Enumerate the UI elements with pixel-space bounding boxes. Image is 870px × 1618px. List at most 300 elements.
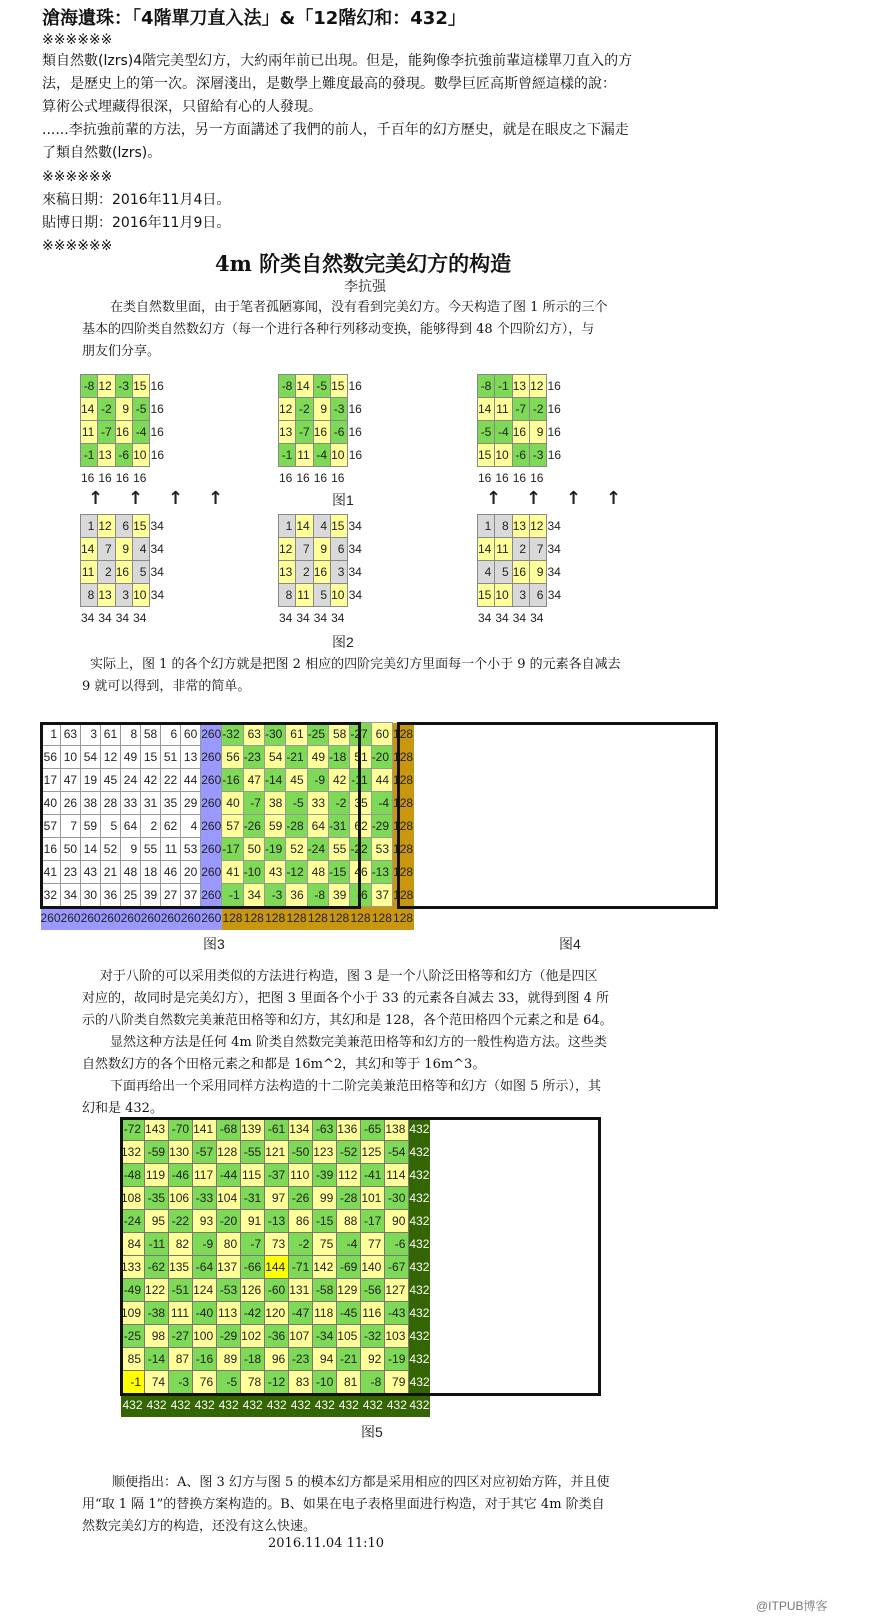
figure-note-line: 实际上，图 1 的各个幻方就是把图 2 相应的四阶完美幻方里面每一个小于 9 的元素各自减去 (90, 657, 621, 672)
fig4-column-sum: 128 (393, 907, 414, 930)
fig3-cell: 35 (161, 792, 181, 815)
fig4-cell: -9 (307, 769, 328, 792)
fig4-cell: -23 (243, 746, 264, 769)
fig5-cell: -69 (337, 1256, 361, 1279)
fig5-cell: 139 (241, 1118, 265, 1141)
section-intro-line: 在类自然数里面，由于笔者孤陋寡闻，没有看到完美幻方。今天构造了图 1 所示的三个 (110, 300, 608, 315)
section-title: 4m 阶类自然数完美幻方的构造 (215, 251, 512, 276)
fig5-cell: -43 (385, 1302, 409, 1325)
table-cell: 7 (296, 538, 313, 561)
fig5-cell: -60 (265, 1279, 289, 1302)
fig5-cell: -39 (313, 1164, 337, 1187)
separator-stars: ※※※※※※ (42, 238, 113, 254)
column-sum-row (478, 607, 562, 630)
table-row (121, 1256, 430, 1279)
fig4-row-sum: 128 (393, 861, 414, 884)
fig5-cell: -36 (265, 1325, 289, 1348)
section-intro (82, 297, 608, 363)
fig3-cell: 31 (141, 792, 161, 815)
fig3-cell: 9 (121, 838, 141, 861)
fig3-cell: 26 (61, 792, 81, 815)
watermark: @ITPUB博客 (756, 1599, 828, 1613)
fig5-cell: -65 (361, 1118, 385, 1141)
fig3-cell: 37 (181, 884, 201, 907)
table-cell: -3 (115, 375, 132, 398)
table-row (41, 884, 414, 907)
table-cell: 16 (115, 561, 132, 584)
table-cell: 14 (81, 538, 98, 561)
fig3-cell: 23 (61, 861, 81, 884)
table-cell: 14 (296, 515, 313, 538)
fig4-column-sum: 128 (371, 907, 392, 930)
figure-5-caption: 图5 (361, 1424, 383, 1440)
table-cell: 12 (98, 515, 115, 538)
column-sum: 16 (495, 467, 512, 490)
intro-line: 了類自然數(lzrs)。 (42, 145, 162, 161)
up-arrow-icon: ↑ (88, 488, 104, 509)
table-cell: 15 (478, 444, 495, 467)
table-cell: 1 (81, 515, 98, 538)
column-sum-row (81, 467, 165, 490)
fig5-column-sum: 432 (385, 1394, 409, 1417)
fig3-cell: 28 (101, 792, 121, 815)
fig5-cell: -29 (217, 1325, 241, 1348)
fig5-cell: 133 (121, 1256, 145, 1279)
fig4-cell: 61 (286, 723, 307, 746)
fig4-cell: 50 (243, 838, 264, 861)
column-sum: 16 (313, 467, 330, 490)
spacer-cell (348, 467, 362, 490)
fig4-column-sum: 128 (222, 907, 243, 930)
table-cell: 11 (495, 538, 512, 561)
fig5-cell: -16 (193, 1348, 217, 1371)
fig5-cell: 103 (385, 1325, 409, 1348)
fig3-cell: 22 (161, 769, 181, 792)
fig5-column-sum: 432 (265, 1394, 289, 1417)
table-cell: 9 (313, 538, 330, 561)
table-row (279, 444, 363, 467)
fig5-cell: 105 (337, 1325, 361, 1348)
fig4-cell: -8 (307, 884, 328, 907)
table-row (478, 375, 562, 398)
table-cell: 1 (279, 515, 296, 538)
table-cell: 7 (530, 538, 547, 561)
column-sum: 34 (279, 607, 296, 630)
paragraph-8-line: 幻和是 432。 (82, 1101, 163, 1116)
table-cell: 15 (133, 515, 150, 538)
fig4-cell: -28 (286, 815, 307, 838)
fig4-cell: 52 (286, 838, 307, 861)
fig4-cell: 39 (329, 884, 350, 907)
row-sum: 34 (547, 538, 561, 561)
row-sum: 34 (348, 584, 362, 607)
table-cell: 4 (313, 515, 330, 538)
submit-date: 來稿日期：2016年11月4日。 (42, 192, 231, 208)
fig4-cell: 57 (222, 815, 243, 838)
fig3-cell: 8 (121, 723, 141, 746)
table-cell: 4 (478, 561, 495, 584)
fig5-cell: -63 (313, 1118, 337, 1141)
fig5-cell: -27 (169, 1325, 193, 1348)
fig5-cell: 98 (145, 1325, 169, 1348)
fig5-cell: -38 (145, 1302, 169, 1325)
table-cell: 1 (478, 515, 495, 538)
fig4-row-sum: 128 (393, 815, 414, 838)
spacer-cell (547, 607, 561, 630)
fig3-cell: 38 (81, 792, 101, 815)
fig4-cell: -15 (329, 861, 350, 884)
fig4-cell: 43 (264, 861, 285, 884)
table-cell: -3 (331, 398, 348, 421)
fig5-cell: -2 (289, 1233, 313, 1256)
table-cell: 15 (331, 515, 348, 538)
paragraph-8-line: 显然这种方法是任何 4m 阶类自然数完美兼范田格等和幻方的一般性构造方法。这些类 (110, 1035, 607, 1050)
fig5-column-sum: 432 (193, 1394, 217, 1417)
fig3-cell: 47 (61, 769, 81, 792)
up-arrow-icon: ↑ (208, 488, 224, 509)
final-paragraph-line: 然数完美幻方的构造，还没有这么快速。 (82, 1519, 317, 1534)
table-row (81, 444, 165, 467)
table-cell: 13 (512, 375, 529, 398)
fig5-cell: 91 (241, 1210, 265, 1233)
fig4-cell: -19 (264, 838, 285, 861)
fig5-cell: -33 (193, 1187, 217, 1210)
fig5-cell: 137 (217, 1256, 241, 1279)
fig3-row-sum: 260 (201, 723, 222, 746)
table-cell: 10 (331, 444, 348, 467)
fig4-cell: -29 (371, 815, 392, 838)
table-cell: 9 (115, 398, 132, 421)
fig4-cell: -7 (243, 792, 264, 815)
fig4-cell: -16 (222, 769, 243, 792)
fig5-cell: 74 (145, 1371, 169, 1394)
fig3-column-sum: 260 (181, 907, 201, 930)
table-cell: 12 (98, 375, 115, 398)
table-cell: 5 (313, 584, 330, 607)
table-cell: 8 (279, 584, 296, 607)
fig3-cell: 30 (81, 884, 101, 907)
fig3-cell: 20 (181, 861, 201, 884)
fig3-cell: 27 (161, 884, 181, 907)
table-cell: 16 (512, 421, 529, 444)
fig3-cell: 60 (181, 723, 201, 746)
table-cell: 4 (133, 538, 150, 561)
arrow-row-left (88, 488, 248, 509)
table-row (81, 515, 165, 538)
fig4-cell: -14 (264, 769, 285, 792)
column-sum: 16 (81, 467, 98, 490)
fig4-cell: 48 (307, 861, 328, 884)
column-sum-row (121, 1394, 430, 1417)
column-sum: 34 (478, 607, 495, 630)
magic-square-4 (278, 514, 363, 630)
fig3-cell: 4 (181, 815, 201, 838)
fig4-column-sum: 128 (243, 907, 264, 930)
fig5-cell: -14 (145, 1348, 169, 1371)
fig4-row-sum: 128 (393, 792, 414, 815)
table-cell: 11 (296, 444, 313, 467)
table-cell: 10 (495, 444, 512, 467)
fig4-cell: -12 (286, 861, 307, 884)
up-arrow-icon: ↑ (526, 488, 542, 509)
fig4-cell: 64 (307, 815, 328, 838)
fig5-cell: 143 (145, 1118, 169, 1141)
fig5-cell: -62 (145, 1256, 169, 1279)
fig5-cell: -68 (217, 1118, 241, 1141)
table-cell: 11 (495, 398, 512, 421)
table-cell: -1 (495, 375, 512, 398)
row-sum: 16 (150, 375, 164, 398)
fig5-cell: -10 (313, 1371, 337, 1394)
table-cell: 15 (331, 375, 348, 398)
magic-square-12 (120, 1117, 430, 1417)
table-cell: -7 (512, 398, 529, 421)
fig5-cell: 104 (217, 1187, 241, 1210)
fig5-cell: -32 (361, 1325, 385, 1348)
fig5-cell: 102 (241, 1325, 265, 1348)
table-cell: 13 (279, 421, 296, 444)
fig3-cell: 12 (101, 746, 121, 769)
table-row (478, 584, 562, 607)
fig5-row-sum: 432 (409, 1279, 430, 1302)
separator-stars: ※※※※※※ (42, 169, 113, 185)
table-cell: 13 (512, 515, 529, 538)
table-cell: 12 (530, 515, 547, 538)
table-cell: -2 (98, 398, 115, 421)
fig5-cell: 110 (289, 1164, 313, 1187)
table-row (121, 1279, 430, 1302)
fig5-cell: 125 (361, 1141, 385, 1164)
table-cell: 14 (81, 398, 98, 421)
column-sum-row (41, 907, 414, 930)
fig5-cell: 78 (241, 1371, 265, 1394)
fig3-cell: 10 (61, 746, 81, 769)
table-cell: -1 (81, 444, 98, 467)
column-sum: 16 (331, 467, 348, 490)
table-cell: 8 (81, 584, 98, 607)
final-paragraph-line: 顺便指出：A、图 3 幻方与图 5 的模本幻方都是采用相应的四区对应初始方阵，并且使 (112, 1475, 610, 1490)
fig3-cell: 61 (101, 723, 121, 746)
fig3-cell: 59 (81, 815, 101, 838)
fig4-cell: 59 (264, 815, 285, 838)
up-arrow-icon: ↑ (486, 488, 502, 509)
table-row (41, 769, 414, 792)
fig4-cell: 53 (371, 838, 392, 861)
column-sum: 16 (512, 467, 529, 490)
fig5-cell: 109 (121, 1302, 145, 1325)
fig3-column-sum: 260 (81, 907, 101, 930)
fig4-border (397, 722, 718, 909)
fig5-cell: 87 (169, 1348, 193, 1371)
fig3-cell: 53 (181, 838, 201, 861)
fig4-cell: -31 (329, 815, 350, 838)
magic-square-4 (80, 374, 165, 490)
fig5-row-sum: 432 (409, 1325, 430, 1348)
column-sum: 34 (313, 607, 330, 630)
fig3-cell: 32 (41, 884, 61, 907)
table-cell: -7 (98, 421, 115, 444)
fig3-cell: 58 (141, 723, 161, 746)
fig5-cell: -67 (385, 1256, 409, 1279)
fig5-cell: -7 (241, 1233, 265, 1256)
table-cell: -7 (296, 421, 313, 444)
fig5-row-sum: 432 (409, 1233, 430, 1256)
fig5-cell: -64 (193, 1256, 217, 1279)
table-cell: -3 (530, 444, 547, 467)
figure-note-line: 9 就可以得到，非常的简单。 (82, 679, 251, 694)
column-sum-row (478, 467, 562, 490)
fig5-row-sum: 432 (409, 1348, 430, 1371)
fig5-cell: -18 (241, 1348, 265, 1371)
fig3-cell: 63 (61, 723, 81, 746)
fig4-cell: 58 (329, 723, 350, 746)
row-sum: 34 (348, 538, 362, 561)
figure-1-caption: 图1 (332, 492, 354, 508)
table-cell: -6 (115, 444, 132, 467)
fig5-cell: -52 (337, 1141, 361, 1164)
column-sum: 16 (279, 467, 296, 490)
fig3-cell: 64 (121, 815, 141, 838)
paragraph-8-line: 对于八阶的可以采用类似的方法进行构造，图 3 是一个八阶泛田格等和幻方（他是四区 (100, 969, 598, 984)
fig4-cell: -22 (350, 838, 371, 861)
fig3-row-sum: 260 (201, 838, 222, 861)
fig5-cell: 97 (265, 1187, 289, 1210)
fig5-row-sum: 432 (409, 1302, 430, 1325)
magic-square-4 (477, 514, 562, 630)
fig5-cell: -53 (217, 1279, 241, 1302)
fig5-cell: 134 (289, 1118, 313, 1141)
fig3-row-sum: 260 (201, 746, 222, 769)
table-row (121, 1325, 430, 1348)
fig3-cell: 45 (101, 769, 121, 792)
fig5-cell: -5 (217, 1371, 241, 1394)
fig5-cell: -13 (265, 1210, 289, 1233)
fig5-cell: -49 (121, 1279, 145, 1302)
table-cell: 12 (279, 538, 296, 561)
column-sum: 16 (115, 467, 132, 490)
table-cell: 13 (98, 584, 115, 607)
table-row (121, 1233, 430, 1256)
fig5-cell: -17 (361, 1210, 385, 1233)
row-sum: 16 (547, 444, 561, 467)
fig3-cell: 1 (41, 723, 61, 746)
fig5-cell: 113 (217, 1302, 241, 1325)
column-sum: 16 (98, 467, 115, 490)
figure-note (82, 654, 621, 698)
up-arrow-icon: ↑ (566, 488, 582, 509)
fig5-cell: -22 (169, 1210, 193, 1233)
fig3-cell: 54 (81, 746, 101, 769)
fig4-cell: 54 (264, 746, 285, 769)
figure-2-caption: 图2 (332, 634, 354, 650)
intro-line: 類自然數(lzrs)4階完美型幻方，大約兩年前已出現。但是，能夠像李抗強前輩這樣單刀直入的方 (42, 53, 633, 69)
fig4-cell: -2 (329, 792, 350, 815)
fig4-cell: -10 (243, 861, 264, 884)
table-cell: 11 (81, 421, 98, 444)
fig5-column-sum: 432 (361, 1394, 385, 1417)
table-cell: 5 (495, 561, 512, 584)
fig5-cell: 131 (289, 1279, 313, 1302)
magic-square-4 (278, 374, 363, 490)
fig3-cell: 39 (141, 884, 161, 907)
paragraph-8 (82, 966, 613, 1120)
fig4-cell: 41 (222, 861, 243, 884)
up-arrow-icon: ↑ (606, 488, 622, 509)
paragraph-8-line: 下面再给出一个采用同样方法构造的十二阶完美兼范田格等和幻方（如图 5 所示），其 (110, 1079, 602, 1094)
table-cell: 12 (530, 375, 547, 398)
fig4-cell: 62 (350, 815, 371, 838)
fig5-cell: -11 (145, 1233, 169, 1256)
fig5-cell: -70 (169, 1118, 193, 1141)
fig5-cell: 126 (241, 1279, 265, 1302)
table-cell: -2 (296, 398, 313, 421)
fig5-row-sum: 432 (409, 1187, 430, 1210)
fig3-cell: 16 (41, 838, 61, 861)
fig5-cell: -55 (241, 1141, 265, 1164)
fig4-cell: -24 (307, 838, 328, 861)
fig5-cell: 120 (265, 1302, 289, 1325)
table-cell: 13 (279, 561, 296, 584)
column-sum: 34 (495, 607, 512, 630)
table-cell: -8 (478, 375, 495, 398)
row-sum: 16 (547, 398, 561, 421)
row-sum: 16 (348, 421, 362, 444)
fig5-cell: -42 (241, 1302, 265, 1325)
fig5-cell: 114 (385, 1164, 409, 1187)
table-row (81, 584, 165, 607)
table-row (121, 1348, 430, 1371)
row-sum: 16 (150, 444, 164, 467)
fig5-cell: -50 (289, 1141, 313, 1164)
fig5-cell: -31 (241, 1187, 265, 1210)
table-row (81, 538, 165, 561)
figure-4-caption: 图4 (559, 936, 581, 952)
table-cell: 14 (296, 375, 313, 398)
table-row (41, 838, 414, 861)
table-row (279, 538, 363, 561)
fig3-row-sum: 260 (201, 792, 222, 815)
fig5-cell: 124 (193, 1279, 217, 1302)
table-cell: 2 (512, 538, 529, 561)
fig5-cell: 86 (289, 1210, 313, 1233)
fig5-cell: -25 (121, 1325, 145, 1348)
row-sum: 16 (547, 421, 561, 444)
column-sum: 34 (331, 607, 348, 630)
fig5-cell: 123 (313, 1141, 337, 1164)
fig5-cell: 99 (313, 1187, 337, 1210)
row-sum: 34 (547, 584, 561, 607)
fig4-cell: 60 (371, 723, 392, 746)
fig4-cell: 49 (307, 746, 328, 769)
table-cell: -5 (313, 375, 330, 398)
table-cell: 9 (530, 561, 547, 584)
fig5-cell: 73 (265, 1233, 289, 1256)
table-cell: -2 (530, 398, 547, 421)
fig4-cell: -18 (329, 746, 350, 769)
fig3-cell: 25 (121, 884, 141, 907)
fig5-cell: 108 (121, 1187, 145, 1210)
row-sum: 34 (150, 515, 164, 538)
fig3-row-sum: 260 (201, 861, 222, 884)
table-row (478, 444, 562, 467)
fig4-row-sum: 128 (393, 838, 414, 861)
column-sum: 16 (133, 467, 150, 490)
fig5-cell: -48 (121, 1164, 145, 1187)
fig3-column-sum: 260 (101, 907, 121, 930)
row-sum: 16 (150, 421, 164, 444)
fig5-cell: 92 (361, 1348, 385, 1371)
fig5-column-sum: 432 (337, 1394, 361, 1417)
